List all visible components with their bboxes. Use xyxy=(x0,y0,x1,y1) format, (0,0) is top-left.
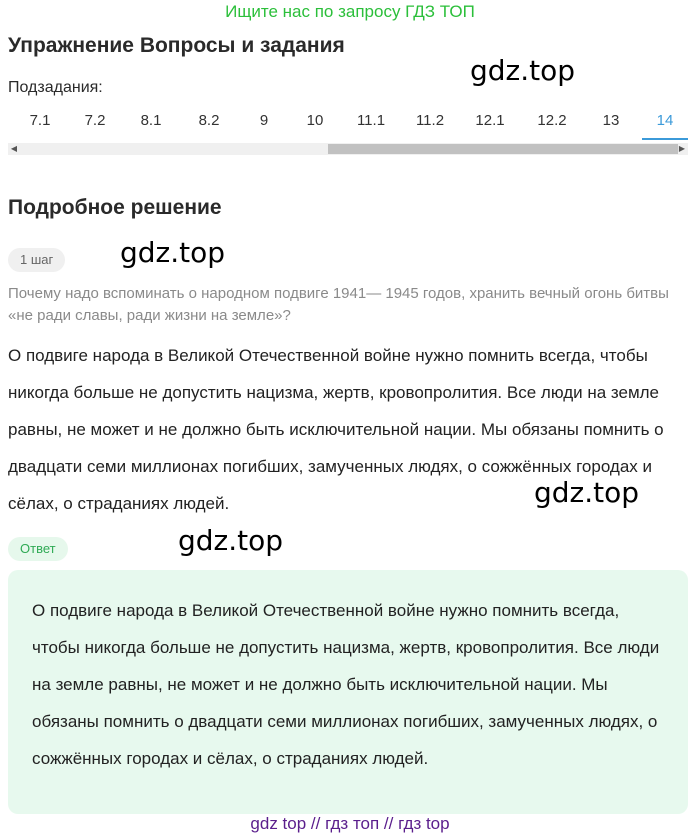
subtask-tab-10[interactable]: 10 xyxy=(306,112,324,129)
subtask-tab-11-2[interactable]: 11.2 xyxy=(415,112,445,129)
answer-text: О подвиге народа в Великой Отечественной войне нужно помнить всегда, чтобы никогда больше не допустить нацизма, жертв, кровопролития. Все люди на земле равны, не может и не должно быть исключительной нации. Мы обязаны помнить о двадцати семи миллионах погибших, замученных людях, о сожжённых городах и сёлах, о страданиях людей. xyxy=(32,601,660,768)
footer-links[interactable]: gdz top // гдз топ // гдз top xyxy=(250,814,450,833)
watermark: gdz.top xyxy=(470,54,576,87)
answer-box xyxy=(8,570,688,814)
subtask-tab-13[interactable]: 13 xyxy=(602,112,620,129)
search-banner[interactable]: Ищите нас по запросу ГДЗ ТОП xyxy=(225,2,475,21)
subtask-tab-12-2[interactable]: 12.2 xyxy=(537,112,567,129)
subtasks-label: Подзадания: xyxy=(8,79,103,96)
answer-badge: Ответ xyxy=(8,537,68,561)
subtask-tab-8-2[interactable]: 8.2 xyxy=(198,112,220,129)
solution-text: О подвиге народа в Великой Отечественной войне нужно помнить всегда, чтобы никогда больше не допустить нацизма, жертв, кровопролития. Все люди на земле равны, не может и не должно быть исключительной нации. Мы обязаны помнить о двадцати семи миллионах погибших, замученных людях, о сожжённых городах и сёлах, о страданиях людей. xyxy=(8,346,664,513)
subtask-tab-8-1[interactable]: 8.1 xyxy=(140,112,162,129)
subtask-tab-12-1[interactable]: 12.1 xyxy=(475,112,505,129)
horizontal-scrollbar[interactable] xyxy=(8,143,688,155)
question-text: Почему надо вспоминать о народном подвиге 1941— 1945 годов, хранить вечный огонь битвы «не ради славы, ради жизни на земле»? xyxy=(8,285,669,324)
subtask-tabs xyxy=(12,110,688,140)
subtask-tab-7-1[interactable]: 7.1 xyxy=(29,112,51,129)
exercise-title: Упражнение Вопросы и задания xyxy=(8,34,345,57)
watermark: gdz.top xyxy=(120,236,226,269)
subtask-tab-9[interactable]: 9 xyxy=(259,112,269,129)
subtask-tab-11-1[interactable]: 11.1 xyxy=(356,112,386,129)
subtask-tab-14[interactable]: 14 xyxy=(642,110,688,140)
step-badge: 1 шаг xyxy=(8,248,65,272)
triangle-right-icon[interactable]: ▶ xyxy=(678,144,686,153)
section-title: Подробное решение xyxy=(8,196,222,219)
watermark: gdz.top xyxy=(534,476,640,509)
scroll-thumb[interactable] xyxy=(328,144,678,154)
subtask-tab-7-2[interactable]: 7.2 xyxy=(84,112,106,129)
watermark: gdz.top xyxy=(178,524,284,557)
triangle-left-icon[interactable]: ◀ xyxy=(10,144,18,153)
